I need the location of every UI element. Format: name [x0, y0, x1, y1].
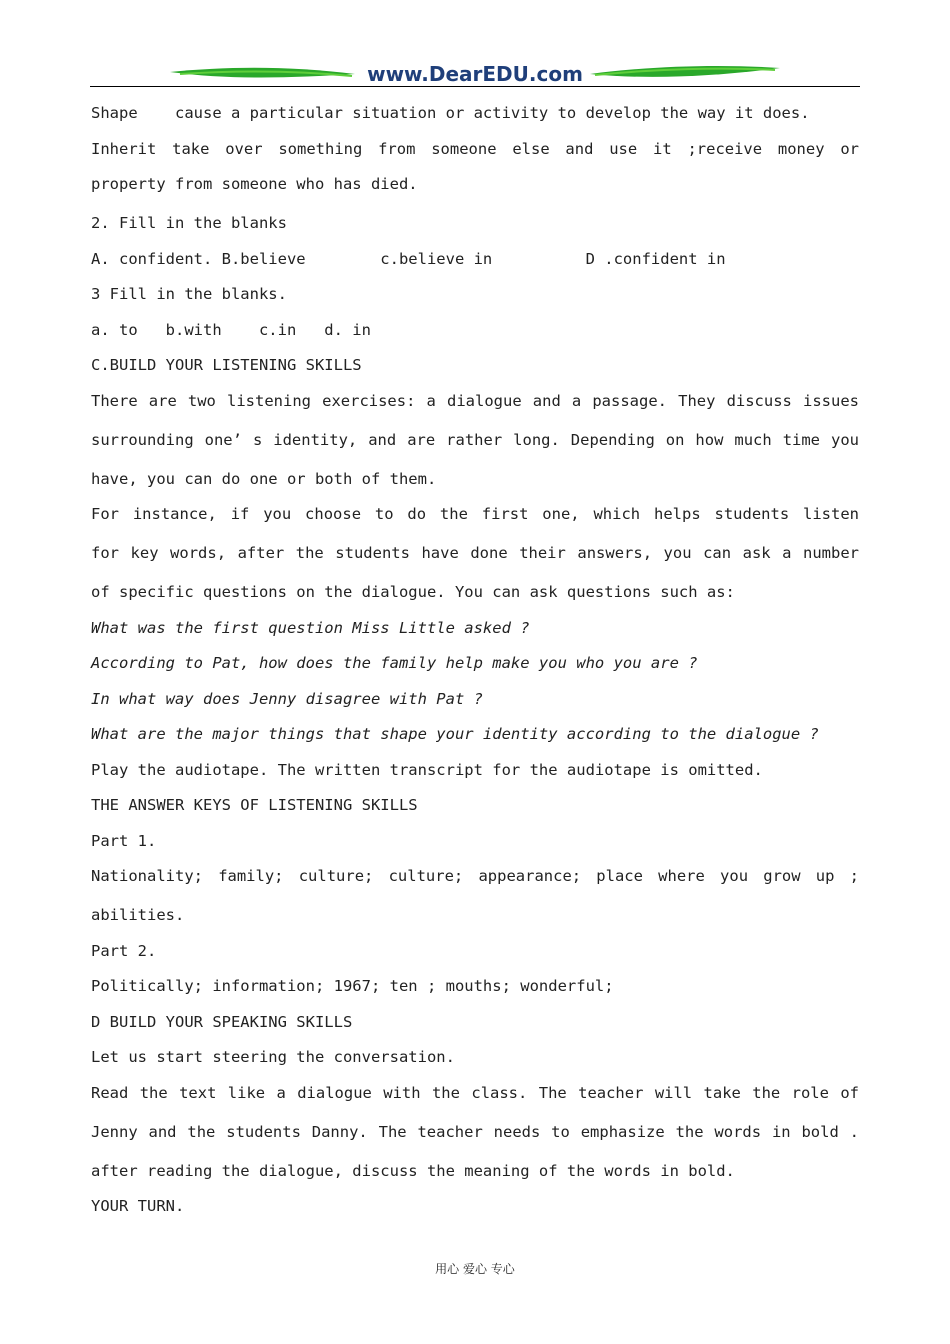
page-footer: 用心 爱心 专心: [435, 1262, 515, 1276]
section-heading: C.BUILD YOUR LISTENING SKILLS: [91, 356, 362, 374]
site-logo-text[interactable]: www.DearEDU.com: [367, 62, 583, 86]
text-line: of specific questions on the dialogue. You can ask questions such as:: [91, 583, 735, 601]
text-line: 2. Fill in the blanks: [91, 214, 287, 232]
text-line: Jenny and the students Danny. The teacher needs to emphasize the words in bold .: [91, 1122, 859, 1141]
question-line: According to Pat, how does the family help make you who you are ?: [91, 654, 698, 672]
document-body: [91, 99, 859, 1228]
text-line: have, you can do one or both of them.: [91, 469, 437, 488]
text-line: 3 Fill in the blanks.: [91, 285, 287, 303]
text-line: Part 1.: [91, 831, 157, 850]
text-line: after reading the dialogue, discuss the meaning of the words in bold.: [91, 1161, 735, 1180]
text-line: property from someone who has died.: [91, 175, 418, 193]
text-line: Play the audiotape. The written transcript for the audiotape is omitted.: [91, 760, 763, 779]
text-line: Nationality; family; culture; culture; appearance; place where you grow up ;: [91, 867, 859, 885]
text-line: Shape cause a particular situation or activity to develop the way it does.: [91, 104, 810, 122]
section-heading: THE ANSWER KEYS OF LISTENING SKILLS: [91, 796, 418, 814]
text-line: Inherit take over something from someone else and use it ;receive money or: [91, 139, 859, 158]
text-line: For instance, if you choose to do the first one, which helps students listen: [91, 505, 859, 523]
text-line: There are two listening exercises: a dialogue and a passage. They discuss issues: [91, 391, 859, 410]
text-line: Read the text like a dialogue with the class. The teacher will take the role of: [91, 1083, 859, 1102]
question-line: What was the first question Miss Little asked ?: [91, 618, 530, 637]
text-line: for key words, after the students have done their answers, you can ask a number: [91, 544, 859, 562]
section-heading: D BUILD YOUR SPEAKING SKILLS: [91, 1012, 353, 1031]
question-line: In what way does Jenny disagree with Pat ?: [91, 689, 483, 708]
text-line: a. to b.with c.in d. in: [91, 320, 371, 339]
text-line: YOUR TURN.: [91, 1197, 185, 1215]
header-divider: [90, 86, 860, 87]
text-line: Politically; information; 1967; ten ; mouths; wonderful;: [91, 977, 614, 995]
text-line: surrounding one’ s identity, and are rather long. Depending on how much time you: [91, 430, 859, 449]
text-line: A. confident. B.believe c.believe in D .confident in: [91, 249, 726, 268]
text-line: Part 2.: [91, 941, 157, 960]
text-line: Let us start steering the conversation.: [91, 1048, 455, 1066]
question-line: What are the major things that shape your identity according to the dialogue ?: [91, 725, 819, 743]
text-line: abilities.: [91, 906, 185, 924]
